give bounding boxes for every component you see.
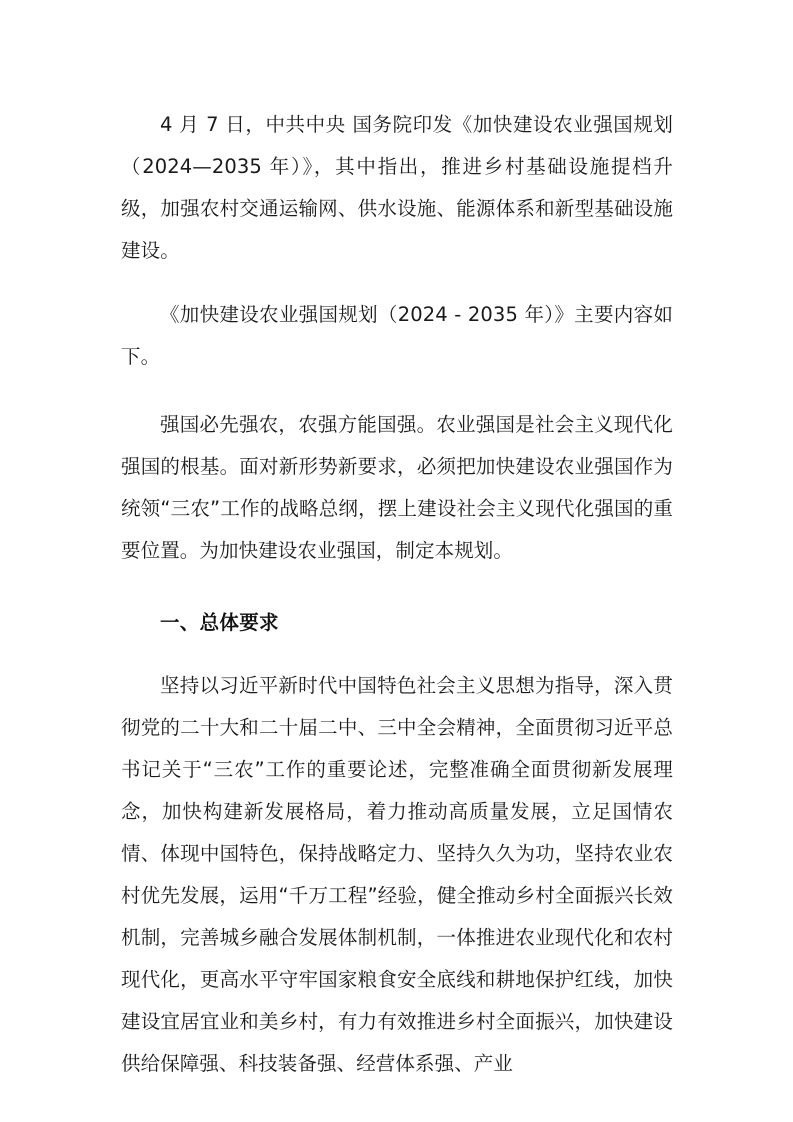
- section-heading-overall-requirements: 一、总体要求: [160, 611, 279, 634]
- paragraph-plan-intro: 《加快建设农业强国规划（2024 - 2035 年）》主要内容如下。: [121, 303, 673, 368]
- paragraph-strong-nation: 强国必先强农，农强方能国强。农业强国是社会主义现代化强国的根基。面对新形势新要求，必须把加快建设农业强国作为统领“三农”工作的战略总纲，摆上建设社会主义现代化强国的重要位置。为加快建设农业强国，制定本规划。: [121, 413, 673, 562]
- paragraph-announcement: 4 月 7 日，中共中央 国务院印发《加快建设农业强国规划（2024—2035 年）》，其中指出，推进乡村基础设施提档升级，加强农村交通运输网、供水设施、能源体系和新型基础设施建设。: [121, 113, 673, 262]
- paragraph-guiding-principles: 坚持以习近平新时代中国特色社会主义思想为指导，深入贯彻党的二十大和二十届二中、三中全会精神，全面贯彻习近平总书记关于“三农”工作的重要论述，完整准确全面贯彻新发展理念，加快构建新发展格局，着力推动高质量发展，立足国情农情、体现中国特色，保持战略定力、坚持久久为功，坚持农业农村优先发展，运用“千万工程”经验，健全推动乡村全面振兴长效机制，完善城乡融合发展体制机制，一体推进农业现代化和农村现代化，更高水平守牢国家粮食安全底线和耕地保护红线，加快建设宜居宜业和美乡村，有力有效推进乡村全面振兴，加快建设供给保障强、科技装备强、经营体系强、产业: [121, 674, 673, 1075]
- document-content: [121, 104, 673, 1085]
